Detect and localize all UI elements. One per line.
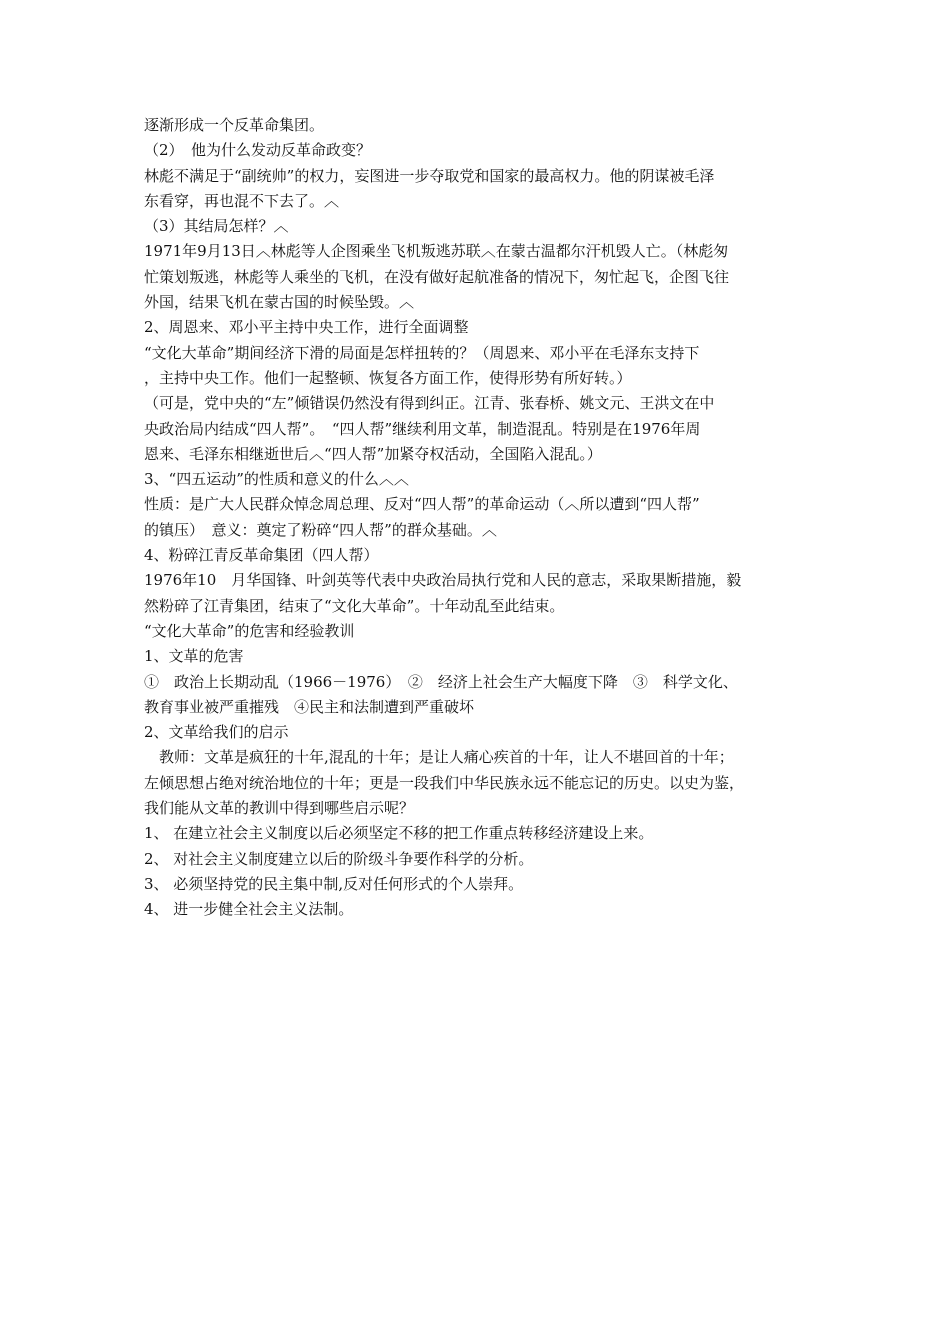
text-line: 教育事业被严重摧残 ④民主和法制遭到严重破坏 xyxy=(144,697,475,716)
text-line: 我们能从文革的教训中得到哪些启示呢？ xyxy=(144,799,415,818)
text-line: 2、文革给我们的启示 xyxy=(144,723,289,742)
text-line: （可是，党中央的“左”倾错误仍然没有得到纠正。江青、张春桥、姚文元、王洪文在中 xyxy=(144,394,715,413)
text-line: ① 政治上长期动乱（1966－1976） ② 经济上社会生产大幅度下降 ③ 科学文化、 xyxy=(144,672,738,691)
text-line: 2、周恩来、邓小平主持中央工作，进行全面调整 xyxy=(144,318,469,337)
text-line: （2） 他为什么发动反革命政变？ xyxy=(144,141,372,160)
text-line: 1、 在建立社会主义制度以后必须坚定不移的把工作重点转移经济建设上来。 xyxy=(144,824,654,843)
text-line: “文化大革命”期间经济下滑的局面是怎样扭转的？（周恩来、邓小平在毛泽东支持下 xyxy=(144,343,700,362)
text-line: 1971年9月13日︿林彪等人企图乘坐飞机叛逃苏联︿在蒙古温都尔汗机毁人亡。（林彪匆 xyxy=(144,242,729,261)
text-line: 忙策划叛逃，林彪等人乘坐的飞机，在没有做好起航准备的情况下，匆忙起飞，企图飞往 xyxy=(144,267,730,286)
text-line: 外国，结果飞机在蒙古国的时候坠毁。︿ xyxy=(144,293,415,312)
text-line: 3、“四五运动”的性质和意义的什么︿︿ xyxy=(144,470,409,489)
text-line: 林彪不满足于“副统帅”的权力，妄图进一步夺取党和国家的最高权力。他的阴谋被毛泽 xyxy=(144,166,715,185)
text-line: ，主持中央工作。他们一起整顿、恢复各方面工作，使得形势有所好转。） xyxy=(144,368,632,387)
text-line: 左倾思想占绝对统治地位的十年；更是一段我们中华民族永远不能忘记的历史。以史为鉴， xyxy=(144,773,745,792)
text-line: 恩来、毛泽东相继逝世后︿“四人帮”加紧夺权活动，全国陷入混乱。） xyxy=(144,444,602,463)
text-line: （3）其结局怎样？︿ xyxy=(144,217,289,236)
text-line: 1、文革的危害 xyxy=(144,647,244,666)
text-line: 3、 必须坚持党的民主集中制,反对任何形式的个人崇拜。 xyxy=(144,874,524,893)
text-line: “文化大革命”的危害和经验教训 xyxy=(144,621,355,640)
text-line: 4、粉碎江青反革命集团（四人帮） xyxy=(144,546,379,565)
text-line: 性质：是广大人民群众悼念周总理、反对“四人帮”的革命运动（︿所以遭到“四人帮” xyxy=(144,495,700,514)
text-line: 然粉碎了江青集团，结束了“文化大革命”。十年动乱至此结束。 xyxy=(144,596,565,615)
text-line: 4、 进一步健全社会主义法制。 xyxy=(144,900,354,919)
text-line: 的镇压） 意义：奠定了粉碎“四人帮”的群众基础。︿ xyxy=(144,520,497,539)
text-line: 2、 对社会主义制度建立以后的阶级斗争要作科学的分析。 xyxy=(144,849,534,868)
text-line: 1976年10 月华国锋、叶剑英等代表中央政治局执行党和人民的意志，采取果断措施，毅 xyxy=(144,571,742,590)
text-line: 东看穿，再也混不下去了。︿ xyxy=(144,191,340,210)
text-line: 央政治局内结成“四人帮”。 “四人帮”继续利用文革，制造混乱。特别是在1976年周 xyxy=(144,419,701,438)
document-body xyxy=(144,113,814,923)
text-line: 教师：文革是疯狂的十年,混乱的十年；是让人痛心疾首的十年，让人不堪回首的十年； xyxy=(144,748,734,767)
text-line: 逐渐形成一个反革命集团。 xyxy=(144,116,325,134)
